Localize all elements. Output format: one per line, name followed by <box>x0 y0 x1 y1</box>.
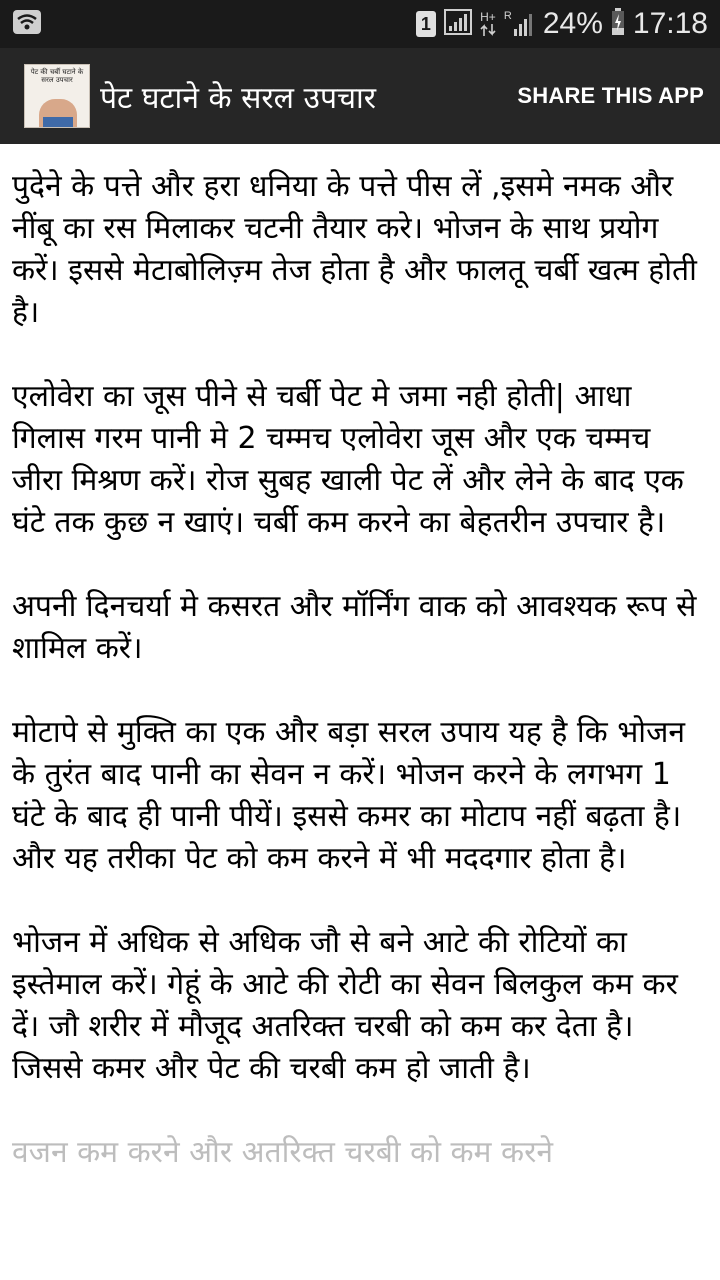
tip-paragraph: पुदेने के पत्ते और हरा धनिया के पत्ते पीस लें ,इसमे नमक और नींबू का रस मिलाकर चटनी तैयार करे। भोजन के साथ प्रयोग करें। इससे मेटाबोलिज़्म तेज होता है और फालतू चर्बी खत्म होती है। <box>12 169 697 330</box>
status-right <box>408 7 708 41</box>
tip-paragraph: अपनी दिनचर्या मे कसरत और मॉर्निंग वाक को आवश्यक रूप से शामिल करें। <box>12 589 697 666</box>
roaming-label: R <box>503 10 512 22</box>
tip-paragraph: भोजन में अधिक से अधिक जौ से बने आटे की रोटियों का इस्तेमाल करें। गेहूं के आटे की रोटी का सेवन बिलकुल कम कर दें। जौ शरीर में मौजूद अतरिक्त चरबी को कम कर देता है। जिससे कमर और पेट की चरबी कम हो जाती है। <box>12 925 678 1086</box>
app-logo <box>24 64 90 128</box>
share-app-button[interactable]: SHARE THIS APP <box>517 83 704 108</box>
app-logo-figure <box>39 99 77 127</box>
app-title: पेट घटाने के सरल उपचार <box>100 80 377 116</box>
wifi-icon <box>12 9 42 39</box>
battery-charging-icon <box>611 8 625 40</box>
network-type-label: H+ <box>480 10 496 24</box>
tip-paragraph: एलोवेरा का जूस पीने से चर्बी पेट मे जमा नही होती| आधा गिलास गरम पानी मे 2 चम्मच एलोवेरा जूस और एक चम्मच जीरा मिश्रण करें। रोज सुबह खाली पेट लें और लेने के बाद एक घंटे तक कुछ न खाएं। चर्बी कम करने का बेहतरीन उपचार है। <box>12 379 684 540</box>
status-bar <box>0 0 720 48</box>
app-bar <box>0 48 720 144</box>
data-arrows-icon <box>480 11 496 37</box>
signal-roaming-icon <box>504 11 535 37</box>
battery-percent: 24% <box>542 7 603 40</box>
signal-icon <box>444 9 472 39</box>
clock: 17:18 <box>632 7 708 40</box>
content-scroll-area[interactable] <box>0 144 720 1280</box>
tip-paragraph: मोटापे से मुक्ति का एक और बड़ा सरल उपाय यह है कि भोजन के तुरंत बाद पानी का सेवन न करें। भोजन करने के लगभग 1 घंटे के बाद ही पानी पीयें। इससे कमर का मोटाप नहीं बढ़ता है। और यह तरीका पेट को कम करने में भी मददगार होता है। <box>12 715 685 876</box>
status-left <box>12 9 42 39</box>
sim-slot-badge: 1 <box>416 11 436 37</box>
tip-paragraph-partial: वजन कम करने और अतरिक्त चरबी को कम करने <box>12 1135 553 1170</box>
app-logo-text: पेट की चर्बी घटाने के सरल उपचार <box>30 68 84 84</box>
